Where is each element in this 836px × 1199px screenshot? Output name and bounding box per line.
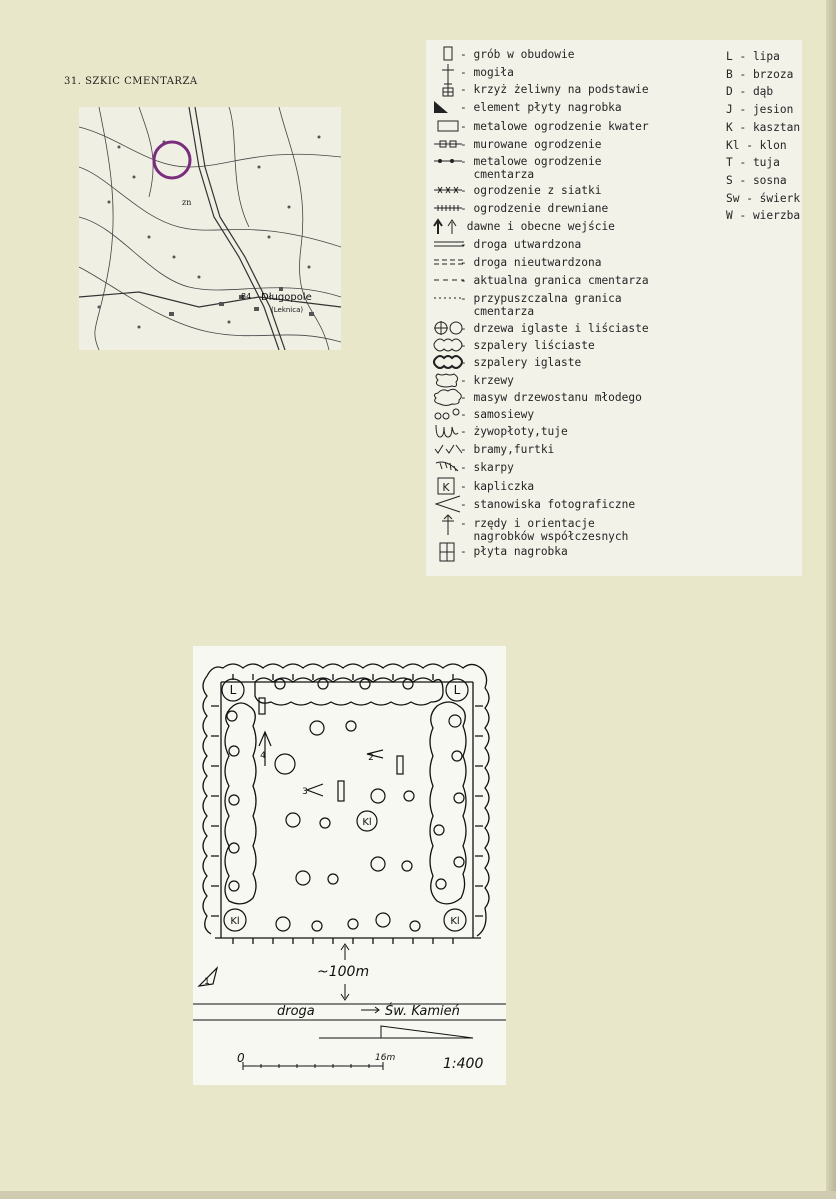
- page-edge: [826, 0, 836, 1199]
- tree-abbreviation: J - jesion: [726, 103, 794, 117]
- legend-item: [426, 272, 726, 290]
- tree-abbreviation: W - wierzba: [726, 209, 801, 223]
- legend-item-label: - rzędy i orientacje nagrobków współczesnych: [460, 517, 629, 543]
- legend-item: [426, 136, 726, 154]
- legend-item: [426, 337, 726, 355]
- legend-item-label: - murowane ogrodzenie: [460, 138, 602, 151]
- legend-item: [426, 236, 726, 254]
- photo-label: 1: [204, 977, 210, 987]
- legend-item: [426, 81, 726, 99]
- legend-item: [426, 290, 726, 318]
- legend-item-label: - ogrodzenie drewniane: [460, 202, 609, 215]
- legend-item: [426, 441, 726, 459]
- tree-abbreviation: K - kasztan: [726, 120, 801, 134]
- legend-item: [426, 496, 726, 514]
- scale-zero: 0: [237, 1051, 245, 1065]
- svg-text:K: K: [442, 481, 450, 494]
- legend-item: [426, 320, 726, 338]
- legend-item-label: - szpalery iglaste: [460, 356, 582, 369]
- center-tree-label: Kl: [362, 817, 372, 828]
- legend-item-label: - przypuszczalna granica cmentarza: [460, 292, 622, 318]
- distance-label: ~100m: [317, 964, 370, 980]
- legend-item: [426, 354, 726, 372]
- legend-item-label: - szpalery liściaste: [460, 339, 595, 352]
- corner-tree-label: Kl: [450, 916, 460, 927]
- legend-item-label: - metalowe ogrodzenie cmentarza: [460, 155, 602, 181]
- legend-item: [426, 423, 726, 441]
- map-place-name: Długopole: [261, 292, 312, 303]
- legend-item-label: - ogrodzenie z siatki: [460, 184, 602, 197]
- photo-label: 2: [368, 753, 374, 763]
- legend-item: [426, 99, 726, 117]
- legend-item-label: - żywopłoty,tuje: [460, 425, 568, 438]
- cemetery-plan-drawing: [193, 646, 506, 1085]
- scale-ratio: 1:400: [443, 1056, 484, 1072]
- legend-item-label: - samosiewy: [460, 408, 535, 421]
- legend-item: [426, 64, 726, 82]
- legend-item-label: - grób w obudowie: [460, 48, 575, 61]
- scale-end: 16m: [375, 1053, 396, 1063]
- corner-tree-label: Kl: [230, 916, 240, 927]
- legend-item: [426, 515, 726, 543]
- cemetery-sketch: [193, 646, 506, 1085]
- tree-abbreviation: S - sosna: [726, 173, 787, 187]
- legend-item-label: - mogiła: [460, 66, 514, 79]
- page-title: 31. SZKIC CMENTARZA: [64, 76, 198, 87]
- tree-abbreviation: Kl - klon: [726, 138, 787, 152]
- legend-item-label: - bramy,furtki: [460, 443, 555, 456]
- topographic-map-drawing: [79, 107, 341, 350]
- legend-item-label: - stanowiska fotograficzne: [460, 498, 636, 511]
- legend-item-label: - droga nieutwardzona: [460, 256, 602, 269]
- tree-abbreviation: T - tuja: [726, 156, 780, 170]
- tree-abbreviation: Sw - świerk: [726, 191, 801, 205]
- location-map: [79, 107, 341, 350]
- legend-item-label: - płyta nagrobka: [460, 545, 568, 558]
- legend-item: [426, 406, 726, 424]
- map-place-subname: (Leknica): [271, 306, 304, 314]
- legend-item: [426, 218, 726, 236]
- legend-item: [426, 153, 726, 181]
- legend-item-label: - skarpy: [460, 461, 514, 474]
- map-elevation: 84: [241, 292, 252, 301]
- legend-item: [426, 389, 726, 407]
- legend-item-label: - krzyż żeliwny na podstawie: [460, 83, 649, 96]
- legend-item-label: - aktualna granica cmentarza: [460, 274, 649, 287]
- photo-label: 4: [260, 751, 266, 761]
- corner-tree-label: L: [453, 683, 461, 697]
- corner-tree-label: L: [229, 683, 237, 697]
- legend-item: [426, 200, 726, 218]
- legend-item-label: - krzewy: [460, 374, 514, 387]
- legend-item-label: - metalowe ogrodzenie kwater: [460, 120, 649, 133]
- page-bottom-edge: [0, 1191, 836, 1199]
- tree-abbreviation: B - brzoza: [726, 67, 794, 81]
- legend-item-label: - drzewa iglaste i liściaste: [460, 322, 649, 335]
- legend-item: [426, 182, 726, 200]
- legend-item: [426, 459, 726, 477]
- legend-item-label: - masyw drzewostanu młodego: [460, 391, 642, 404]
- road-label: droga: [277, 1004, 315, 1019]
- legend-item-label: - element płyty nagrobka: [460, 101, 622, 114]
- map-label-zn: zn: [182, 198, 192, 207]
- road-destination: Św. Kamień: [385, 1004, 460, 1019]
- legend-item-label: - kapliczka: [460, 480, 535, 493]
- tree-abbreviation: D - dąb: [726, 85, 774, 99]
- legend-item: [426, 478, 726, 496]
- tree-abbreviation: L - lipa: [726, 50, 780, 63]
- legend-item-label: - droga utwardzona: [460, 238, 582, 251]
- legend-item: [426, 46, 726, 64]
- photo-label: 3: [302, 787, 308, 797]
- legend-panel: [426, 40, 802, 576]
- legend-item: [426, 254, 726, 272]
- cemetery-location-circle: [154, 142, 190, 178]
- legend-item: [426, 372, 726, 390]
- legend-item: [426, 118, 726, 136]
- legend-item-label: dawne i obecne wejście: [460, 220, 615, 233]
- legend-item: [426, 543, 726, 561]
